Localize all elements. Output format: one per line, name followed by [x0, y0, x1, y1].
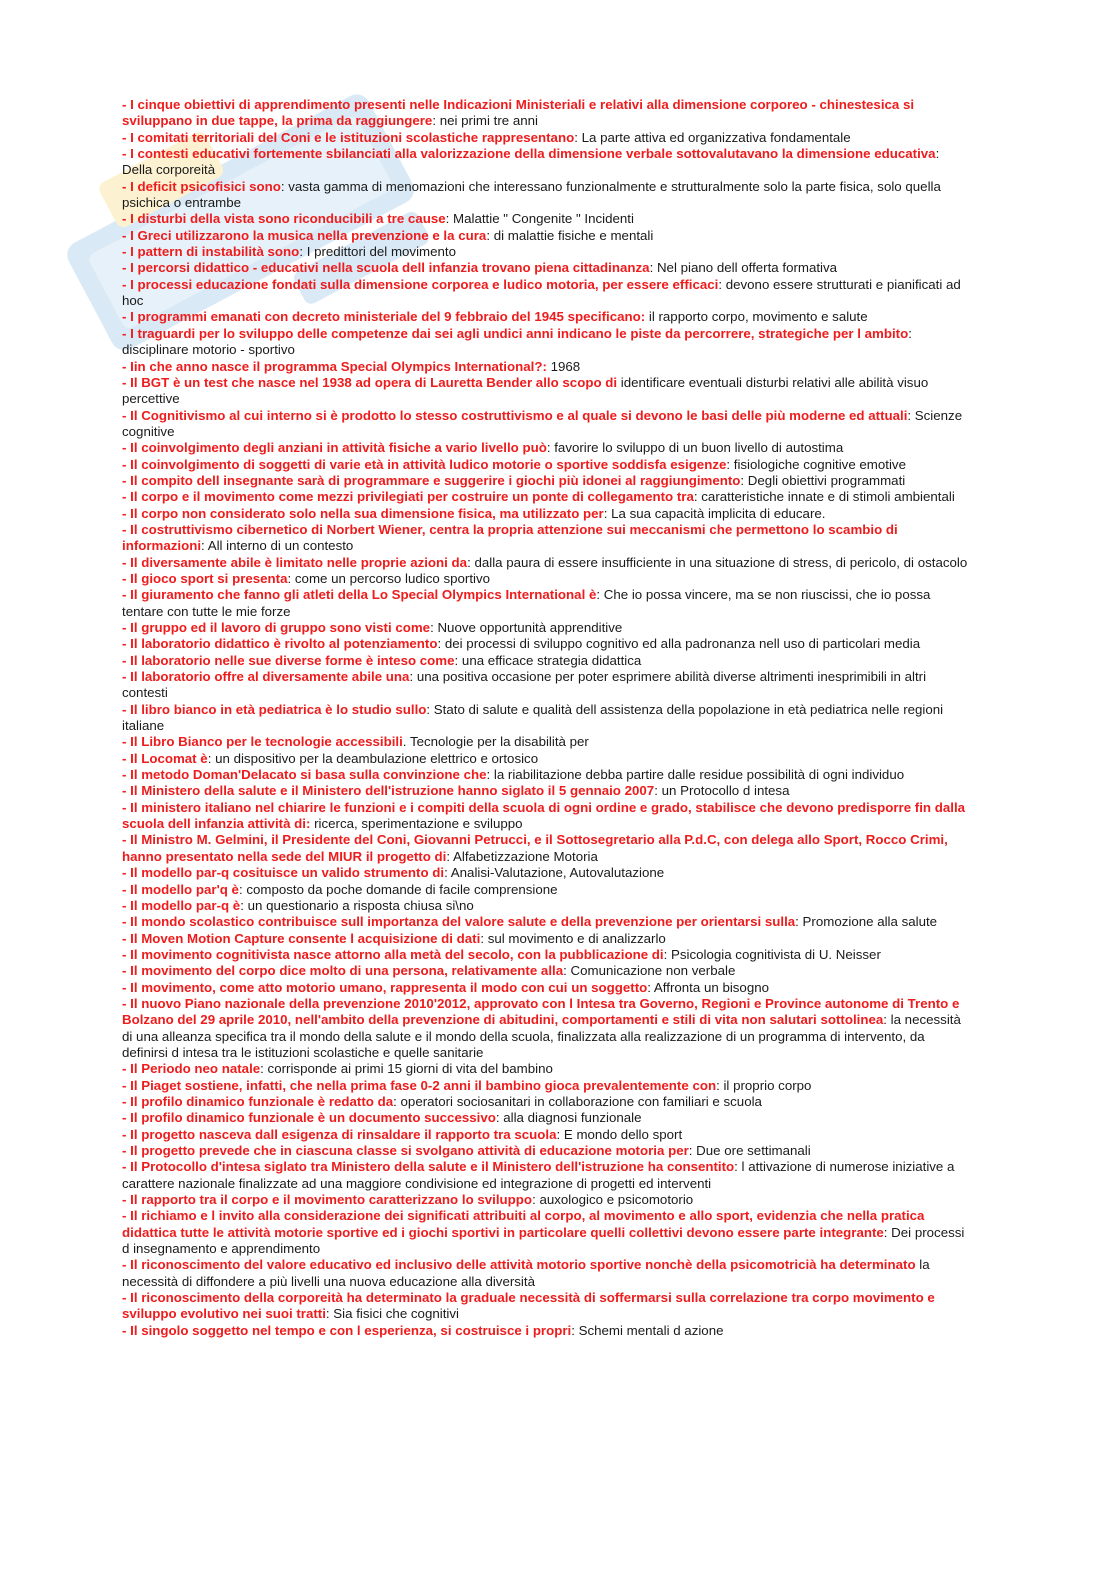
question-text: - Il costruttivismo cibernetico di Norbert Wiener, centra la propria attenzione sui meccanismi che permettono lo scambio di informazioni — [122, 521, 898, 554]
answer-text: : Che io possa vincere, ma se non riuscissi, che io possa tentare con tutte le mie forze — [122, 587, 931, 619]
answer-text: : fisiologiche cognitive emotive — [726, 456, 906, 472]
question-text: - Il richiamo e l invito alla considerazione dei significati attribuiti al corpo, al movimento e allo sport, evidenzia che nella pratica didattica tutte le attività motorie sportive ed i giochi sportivi in particolare quelli collettivi devono essere parte integrante — [122, 1208, 925, 1240]
qa-item — [122, 555, 972, 571]
answer-text: : un questionario a risposta chiusa si\no — [240, 897, 474, 913]
answer-text: . Tecnologie per la disabilità per — [402, 734, 589, 750]
question-text: - I programmi emanati con decreto ministeriale del 9 febbraio del 1945 specificano: — [122, 309, 646, 325]
question-text: - Il ministero italiano nel chiarire le funzioni e i compiti della scuola di ogni ordine e grado, stabilisce che devono predisporre fin dalla scuola dell infanzia attività di: — [122, 799, 966, 832]
question-text: - Il Ministro M. Gelmini, il Presidente del Coni, Giovanni Petrucci, e il Sottosegretario alla P.d.C, con delega allo Sport, Rocco Crimi, hanno presentato nella sede del MIUR il progetto di — [122, 832, 948, 864]
question-text: - I cinque obiettivi di apprendimento presenti nelle Indicazioni Ministeriali e relativi alla dimensione corporeo - chinestesica si sviluppano in due tappe, la prima da raggiungere — [122, 97, 915, 129]
answer-text: : la necessità di una alleanza specifica tra il mondo della salute e il mondo della scuola, finalizzata alla realizzazione di un programma di intervento, da definirsi d intesa tra le istituzioni scolastiche e quelle sanitarie — [122, 1012, 961, 1060]
qa-item — [122, 1290, 972, 1323]
question-text: - I pattern di instabilità sono — [122, 244, 300, 260]
question-text: - Il movimento cognitivista nasce attorno alla metà del secolo, con la pubblicazione di — [122, 946, 664, 962]
qa-item — [122, 359, 972, 375]
question-text: - Il profilo dinamico funzionale è redatto da — [122, 1093, 394, 1109]
question-text: - Il corpo non considerato solo nella sua dimensione fisica, ma utilizzato per — [122, 505, 604, 521]
qa-item — [122, 653, 972, 669]
question-text: - Il metodo Doman'Delacato si basa sulla convinzione che — [122, 767, 487, 783]
qa-item — [122, 980, 972, 996]
answer-text: : Scienze cognitive — [122, 407, 963, 439]
question-text: - Il Piaget sostiene, infatti, che nella prima fase 0-2 anni il bambino gioca prevalentemente con — [122, 1077, 717, 1093]
answer-text: : Stato di salute e qualità dell assistenza della popolazione in età pediatrica nelle regioni italiane — [122, 701, 944, 734]
answer-text: ricerca, sperimentazione e sviluppo — [310, 816, 523, 832]
answer-text: : composto da poche domande di facile comprensione — [238, 881, 558, 897]
answer-text: : Degli obiettivi programmati — [740, 472, 906, 488]
answer-text: : Dei processi d insegnamento e apprendimento — [122, 1224, 965, 1257]
question-text: - Il giuramento che fanno gli atleti della Lo Special Olympics International è — [122, 587, 597, 603]
question-text: - I Greci utilizzarono la musica nella prevenzione e la cura — [122, 227, 487, 243]
qa-item — [122, 865, 972, 881]
answer-text: : una positiva occasione per poter esprimere abilità diverse altrimenti inesprimibili in altri contesti — [122, 669, 927, 701]
question-text: - I deficit psicofisici sono — [122, 178, 281, 194]
answer-text: : operatori sociosanitari in collaborazione con familiari e scuola — [393, 1093, 762, 1109]
qa-item — [122, 669, 972, 702]
question-text: - Il Ministero della salute e il Ministero dell'istruzione hanno siglato il 5 gennaio 2007 — [122, 783, 655, 799]
answer-text: : vasta gamma di menomazioni che interessano funzionalmente e strutturalmente solo la parte fisica, solo quella psichica o entrambe — [122, 178, 941, 211]
question-text: - Il modello par'q è — [122, 881, 239, 897]
question-text: - Il compito dell insegnante sarà di programmare e suggerire i giochi più idonei al raggiungimento — [122, 472, 741, 488]
qa-item — [122, 1127, 972, 1143]
qa-item — [122, 898, 972, 914]
qa-item — [122, 751, 972, 767]
answer-text: : l attivazione di numerose iniziative a carattere nazionale finalizzate ad una maggiore condivisione ed integrazione di progetti ed interventi — [122, 1159, 955, 1191]
question-text: - Il Libro Bianco per le tecnologie accessibili — [122, 734, 403, 750]
question-text: - Iin che anno nasce il programma Special Olympics International?: — [122, 358, 547, 374]
answer-text: : Psicologia cognitivista di U. Neisser — [663, 946, 881, 962]
question-text: - Il laboratorio offre al diversamente abile una — [122, 669, 410, 685]
qa-item — [122, 620, 972, 636]
qa-item — [122, 440, 972, 456]
question-text: - Il Moven Motion Capture consente l acquisizione di dati — [122, 930, 481, 946]
qa-item — [122, 309, 972, 325]
question-text: - Il riconoscimento del valore educativo ed inclusivo delle attività motorio sportive nonchè della psicomotricià ha determinato — [122, 1257, 916, 1273]
qa-item — [122, 260, 972, 276]
answer-text: : E mondo dello sport — [556, 1126, 683, 1142]
qa-item — [122, 277, 972, 310]
qa-item — [122, 636, 972, 652]
question-text: - Il movimento del corpo dice molto di una persona, relativamente alla — [122, 963, 564, 979]
answer-text: : un Protocollo d intesa — [654, 783, 790, 799]
question-text: - I processi educazione fondati sulla dimensione corporea e ludico motoria, per essere efficaci — [122, 276, 719, 292]
question-text: - Il BGT è un test che nasce nel 1938 ad opera di Lauretta Bender allo scopo di — [122, 374, 618, 390]
question-text: - Il modello par-q è — [122, 897, 241, 913]
qa-item — [122, 179, 972, 212]
qa-item — [122, 244, 972, 260]
question-text: - Il laboratorio didattico è rivolto al potenziamento — [122, 636, 438, 652]
question-text: - Il libro bianco in età pediatrica è lo studio sullo — [122, 701, 427, 717]
qa-item — [122, 882, 972, 898]
qa-item — [122, 1323, 972, 1339]
qa-item — [122, 963, 972, 979]
question-text: - Il rapporto tra il corpo e il movimento caratterizzano lo sviluppo — [122, 1192, 533, 1208]
qa-item — [122, 97, 972, 130]
answer-text: : Nuove opportunità apprenditive — [430, 620, 623, 635]
question-text: - Il progetto nasceva dall esigenza di rinsaldare il rapporto tra scuola — [122, 1126, 557, 1142]
question-text: - I disturbi della vista sono riconducibili a tre cause — [122, 211, 446, 227]
qa-item — [122, 408, 972, 441]
answer-text: : sul movimento e di analizzarlo — [480, 930, 666, 946]
answer-text: : I predittori del movimento — [299, 244, 456, 260]
question-text: - Il coinvolgimento di soggetti di varie età in attività ludico motorie o sportive soddisfa esigenze — [122, 456, 727, 472]
qa-item — [122, 326, 972, 359]
qa-item — [122, 457, 972, 473]
question-text: - Il modello par-q cosituisce un valido strumento di — [122, 865, 445, 881]
question-text: - Il corpo e il movimento come mezzi privilegiati per costruire un ponte di collegamento tra — [122, 489, 694, 505]
qa-item — [122, 228, 972, 244]
answer-text: 1968 — [546, 358, 581, 374]
answer-text: : dalla paura di essere insufficiente in una situazione di stress, di pericolo, di ostacolo — [467, 554, 968, 570]
qa-item — [122, 800, 972, 833]
qa-item — [122, 947, 972, 963]
question-text: - Il movimento, come atto motorio umano, rappresenta il modo con cui un soggetto — [122, 979, 648, 995]
answer-text: : Promozione alla salute — [795, 914, 938, 930]
question-text: - Il Locomat è — [122, 750, 208, 766]
answer-text: : Alfabetizzazione Motoria — [446, 848, 598, 864]
answer-text: la necessità di diffondere a più livelli una nuova educazione alla diversità — [122, 1257, 930, 1289]
qa-item — [122, 734, 972, 750]
question-text: - I contesti educativi fortemente sbilanciati alla valorizzazione della dimensione verbale sottovalutavano la dimensione educativa — [122, 146, 936, 162]
question-text: - Il riconoscimento della corporeità ha determinato la graduale necessità di soffermarsi sulla correlazione tra corpo movimento e sviluppo evolutivo nei suoi tratti — [122, 1290, 935, 1322]
question-text: - Il laboratorio nelle sue diverse forme è inteso come — [122, 652, 455, 668]
answer-text: : All interno di un contesto — [201, 538, 354, 554]
question-text: - Il gruppo ed il lavoro di gruppo sono visti come — [122, 620, 431, 635]
answer-text: : disciplinare motorio - sportivo — [122, 325, 912, 358]
answer-text: : caratteristiche innate e di stimoli ambientali — [693, 489, 955, 505]
question-text: - Il singolo soggetto nel tempo e con l esperienza, si costruisce i propri — [122, 1322, 572, 1338]
answer-text: : una efficace strategia didattica — [454, 652, 642, 668]
qa-item — [122, 571, 972, 587]
qa-item — [122, 146, 972, 179]
qa-item — [122, 130, 972, 146]
qa-item — [122, 1078, 972, 1094]
qa-item — [122, 1192, 972, 1208]
qa-item — [122, 587, 972, 620]
answer-text: : Schemi mentali d azione — [571, 1322, 724, 1338]
qa-item — [122, 489, 972, 505]
qa-item — [122, 783, 972, 799]
answer-text: : la riabilitazione debba partire dalle residue possibilità di ogni individuo — [486, 767, 905, 783]
answer-text: : auxologico e psicomotorio — [532, 1192, 694, 1208]
answer-text: : corrisponde ai primi 15 giorni di vita del bambino — [260, 1061, 553, 1077]
question-text: - Il gioco sport si presenta — [122, 570, 288, 586]
question-text: - I traguardi per lo sviluppo delle competenze dai sei agli undici anni indicano le piste da percorrere, strategiche per l ambito — [122, 325, 909, 341]
qa-item — [122, 767, 972, 783]
answer-text: il rapporto corpo, movimento e salute — [645, 309, 868, 325]
qa-item — [122, 473, 972, 489]
qa-item — [122, 506, 972, 522]
qa-item — [122, 832, 972, 865]
question-text: - Il nuovo Piano nazionale della prevenzione 2010'2012, approvato con l Intesa tra Governo, Regioni e Province autonome di Trento e Bolzano del 29 aprile 2010, nell'ambito della prevenzione di abitudini, comportamenti e stili di vita non salutari sottolinea — [122, 995, 960, 1028]
answer-text: : nei primi tre anni — [432, 113, 539, 129]
answer-text: : Sia fisici che cognitivi — [325, 1306, 459, 1322]
answer-text: identificare eventuali disturbi relativi alle abilità visuo percettive — [122, 374, 929, 407]
qa-item — [122, 1094, 972, 1110]
question-text: - Il coinvolgimento degli anziani in attività fisiche a vario livello può — [122, 440, 547, 456]
answer-text: : alla diagnosi funzionale — [495, 1110, 642, 1126]
question-text: - Il Protocollo d'intesa siglato tra Ministero della salute e il Ministero dell'istruzione ha consentito — [122, 1159, 735, 1175]
answer-text: : devono essere strutturati e pianificati ad hoc — [122, 276, 961, 309]
qa-item — [122, 1159, 972, 1192]
qa-item — [122, 996, 972, 1061]
qa-item — [122, 1110, 972, 1126]
answer-text: : Nel piano dell offerta formativa — [649, 260, 838, 276]
qa-item — [122, 931, 972, 947]
answer-text: : di malattie fisiche e mentali — [486, 227, 654, 243]
answer-text: : Due ore settimanali — [688, 1143, 811, 1158]
qa-item — [122, 1257, 972, 1290]
qa-item — [122, 914, 972, 930]
answer-text: : dei processi di sviluppo cognitivo ed alla padronanza nell uso di particolari media — [437, 636, 921, 652]
answer-text: : La sua capacità implicita di educare. — [603, 505, 826, 521]
qa-item — [122, 211, 972, 227]
qa-item — [122, 1061, 972, 1077]
answer-text: : Comunicazione non verbale — [563, 963, 736, 979]
question-text: - I percorsi didattico - educativi nella scuola dell infanzia trovano piena cittadinanza — [122, 260, 650, 276]
answer-text: : come un percorso ludico sportivo — [287, 570, 491, 586]
qa-item — [122, 702, 972, 735]
answer-text: : Malattie " Congenite " Incidenti — [445, 211, 634, 227]
qa-item — [122, 1208, 972, 1257]
question-text: - Il Periodo neo natale — [122, 1061, 261, 1077]
question-text: - Il progetto prevede che in ciascuna classe si svolgano attività di educazione motoria per — [122, 1143, 689, 1158]
question-text: - Il diversamente abile è limitato nelle proprie azioni da — [122, 554, 468, 570]
answer-text: : Della corporeità — [122, 146, 940, 178]
question-text: - I comitati territoriali del Coni e le istituzioni scolastiche rappresentano — [122, 129, 575, 145]
answer-text: : favorire lo sviluppo di un buon livello di autostima — [546, 440, 844, 456]
answer-text: : un dispositivo per la deambulazione elettrico e ortosico — [207, 750, 539, 766]
answer-text: : il proprio corpo — [716, 1077, 812, 1093]
qa-item — [122, 1143, 972, 1159]
question-text: - Il Cognitivismo al cui interno si è prodotto lo stesso costruttivismo e al quale si devono le basi delle più moderne ed attuali — [122, 407, 908, 423]
question-text: - Il mondo scolastico contribuisce sull importanza del valore salute e della prevenzione per orientarsi sulla — [122, 914, 796, 930]
qa-item — [122, 375, 972, 408]
question-text: - Il profilo dinamico funzionale è un documento successivo — [122, 1110, 496, 1126]
qa-item — [122, 522, 972, 555]
answer-text: : Affronta un bisogno — [647, 979, 770, 995]
answer-text: : Analisi-Valutazione, Autovalutazione — [444, 865, 665, 881]
question-answer-list — [122, 97, 972, 1339]
answer-text: : La parte attiva ed organizzativa fondamentale — [574, 129, 851, 145]
